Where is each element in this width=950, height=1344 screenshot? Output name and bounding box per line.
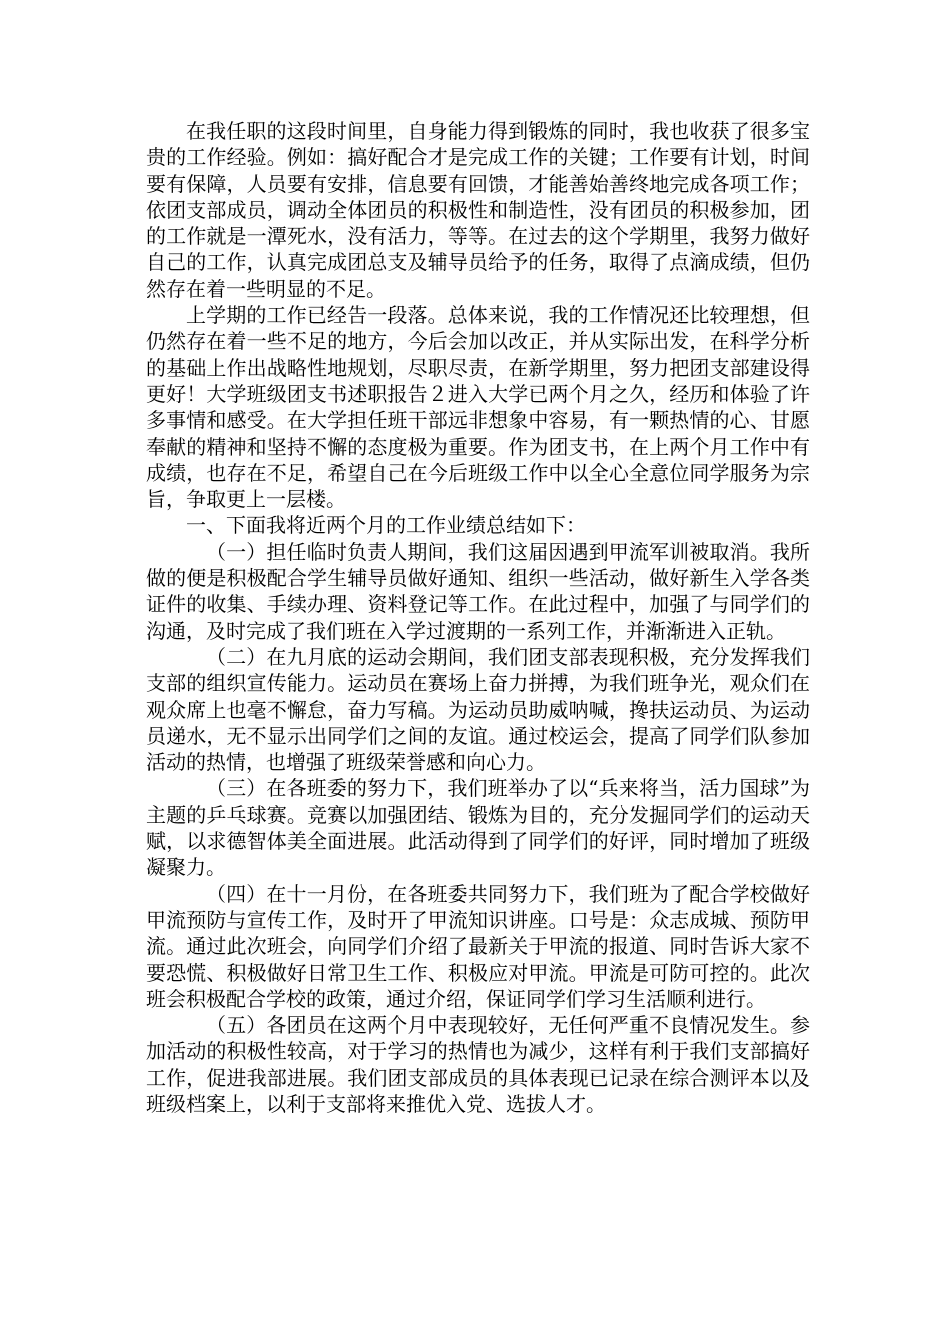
paragraph-item-5: （五）各团员在这两个月中表现较好，无任何严重不良情况发生。参加活动的积极性较高，对于学习的热情也为减少，这样有利于我们支部搞好工作，促进我部进展。我们团支部成员的具体表现已记录在综合测评本以及班级档案上，以利于支部将来推优入党、选拔人才。 bbox=[146, 1013, 810, 1116]
paragraph-summary: 上学期的工作已经告一段落。总体来说，我的工作情况还比较理想，但仍然存在着一些不足的地方，今后会加以改正，并从实际出发，在科学分析的基础上作出战略性地规划，尽职尽责，在新学期里，努力把团支部建设得更好！大学班级团支书述职报告２进入大学已两个月之久，经历和体验了许多事情和感受。在大学担任班干部远非想象中容易，有一颗热情的心、甘愿奉献的精神和坚持不懈的态度极为重要。作为团支书，在上两个月工作中有成绩，也存在不足，希望自己在今后班级工作中以全心全意位同学服务为宗旨，争取更上一层楼。 bbox=[146, 303, 810, 512]
paragraph-section-heading: 一、下面我将近两个月的工作业绩总结如下： bbox=[186, 513, 586, 538]
paragraph-item-1: （一）担任临时负责人期间，我们这届因遇到甲流军训被取消。我所做的便是积极配合学生辅导员做好通知、组织一些活动，做好新生入学各类证件的收集、手续办理、资料登记等工作。在此过程中，加强了与同学们的沟通，及时完成了我们班在入学过渡期的一系列工作，并渐渐进入正轨。 bbox=[146, 539, 810, 643]
document-body bbox=[146, 118, 810, 1117]
paragraph-item-4: （四）在十一月份，在各班委共同努力下，我们班为了配合学校做好甲流预防与宣传工作，及时开了甲流知识讲座。口号是：众志成城、预防甲流。通过此次班会，向同学们介绍了最新关于甲流的报道、同时告诉大家不要恐慌、积极做好日常卫生工作、积极应对甲流。甲流是可防可控的。此次班会积极配合学校的政策，通过介绍，保证同学们学习生活顺利进行。 bbox=[146, 881, 810, 1011]
paragraph-item-2: （二）在九月底的运动会期间，我们团支部表现积极，充分发挥我们支部的组织宣传能力。运动员在赛场上奋力拼搏，为我们班争光，观众们在观众席上也毫不懈怠，奋力写稿。为运动员助威呐喊，搀扶运动员、为运动员递水，无不显示出同学们之间的友谊。通过校运会，提高了同学们队参加活动的热情，也增强了班级荣誉感和向心力。 bbox=[146, 644, 810, 775]
paragraph-item-3: （三）在各班委的努力下，我们班举办了以“兵来将当，活力国球”为主题的乒乓球赛。竞赛以加强团结、锻炼为目的，充分发掘同学们的运动天赋，以求德智体美全面进展。此活动得到了同学们的好评，同时增加了班级凝聚力。 bbox=[146, 776, 810, 880]
paragraph-experience: 在我任职的这段时间里，自身能力得到锻炼的同时，我也收获了很多宝贵的工作经验。例如：搞好配合才是完成工作的关键；工作要有计划，时间要有保障，人员要有安排，信息要有回馈，才能善始善终地完成各项工作；依团支部成员，调动全体团员的积极性和制造性，没有团员的积极参加，团的工作就是一潭死水，没有活力，等等。在过去的这个学期里，我努力做好自己的工作，认真完成团总支及辅导员给予的任务，取得了点滴成绩，但仍然存在着一些明显的不足。 bbox=[146, 119, 810, 301]
